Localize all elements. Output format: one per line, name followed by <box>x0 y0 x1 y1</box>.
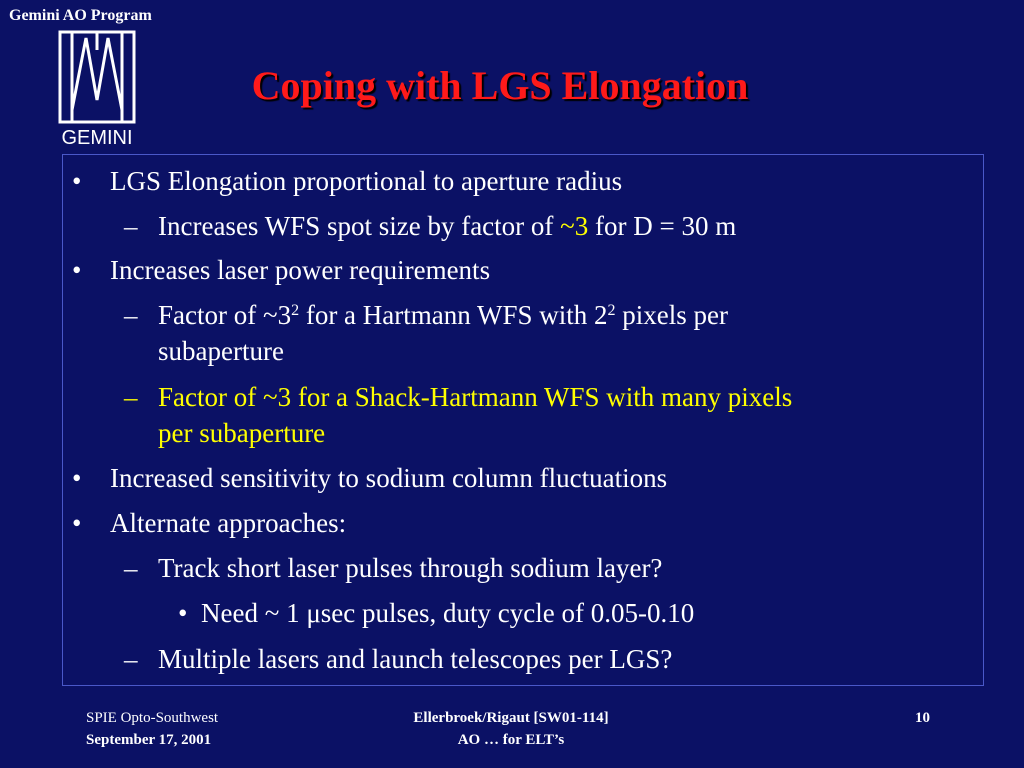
sub-item <box>124 209 737 244</box>
sub-sub-item <box>178 596 695 631</box>
small-bullet-marker: • <box>178 598 188 628</box>
bullet-item <box>72 461 668 496</box>
bullet-marker: • <box>72 508 82 538</box>
tilde-highlight: ~ <box>560 211 575 241</box>
sub-text: Factor of ~3 for a Shack-Hartmann WFS with many pixels <box>158 382 793 412</box>
bullet-text: Alternate approaches: <box>110 508 347 538</box>
footer-subtitle: AO … for ELT’s <box>457 732 565 748</box>
sub-text-mid: for a Hartmann WFS with 2 <box>299 300 608 330</box>
sub-text-end: for D = 30 m <box>588 211 737 241</box>
sub-text: Factor of ~3 <box>158 300 292 330</box>
sub-item-continuation <box>158 334 284 369</box>
footer-conference: SPIE Opto-Southwest <box>86 710 219 726</box>
gemini-logo-icon <box>58 30 136 128</box>
gemini-logo <box>58 30 136 150</box>
bullet-marker: • <box>72 255 82 285</box>
bullet-item <box>72 164 623 199</box>
sub-text: per subaperture <box>158 418 326 448</box>
sub-item-continuation <box>158 416 325 451</box>
slide-title: Coping with LGS Elongation <box>251 63 749 108</box>
sub-text-end: pixels per <box>615 300 729 330</box>
footer-center <box>376 707 646 751</box>
bullet-marker: • <box>72 166 82 196</box>
superscript: 2 <box>291 302 300 319</box>
footer-left <box>86 707 218 751</box>
bullet-text: Increased sensitivity to sodium column fluctuations <box>110 463 668 493</box>
factor-highlight: 3 <box>574 211 589 241</box>
sub-sub-text: Need ~ 1 μsec pulses, duty cycle of 0.05-0.10 <box>201 598 695 628</box>
dash-marker: – <box>124 644 138 674</box>
sub-text: Multiple lasers and launch telescopes per LGS? <box>158 644 673 674</box>
sub-text: Track short laser pulses through sodium layer? <box>158 553 663 583</box>
footer-date: September 17, 2001 <box>86 732 212 748</box>
bullet-text: LGS Elongation proportional to aperture radius <box>110 166 623 196</box>
superscript: 2 <box>607 302 616 319</box>
bullet-item <box>72 253 491 288</box>
program-label: Gemini AO Program <box>9 7 152 24</box>
bullet-marker: • <box>72 463 82 493</box>
bullet-item <box>72 506 347 541</box>
logo-wordmark: GEMINI <box>61 127 133 149</box>
sub-item <box>124 298 729 333</box>
footer-authors: Ellerbroek/Rigaut [SW01-114] <box>413 710 609 726</box>
bullet-text: Increases laser power requirements <box>110 255 491 285</box>
sub-item-highlighted <box>124 380 793 415</box>
dash-marker: – <box>124 300 138 330</box>
sub-item <box>124 551 663 586</box>
sub-item <box>124 642 673 677</box>
sub-text: Increases WFS spot size by factor of <box>158 211 561 241</box>
sub-text: subaperture <box>158 336 284 366</box>
dash-marker: – <box>124 211 138 241</box>
dash-marker: – <box>124 382 138 412</box>
dash-marker: – <box>124 553 138 583</box>
page-number: 10 <box>915 710 930 726</box>
